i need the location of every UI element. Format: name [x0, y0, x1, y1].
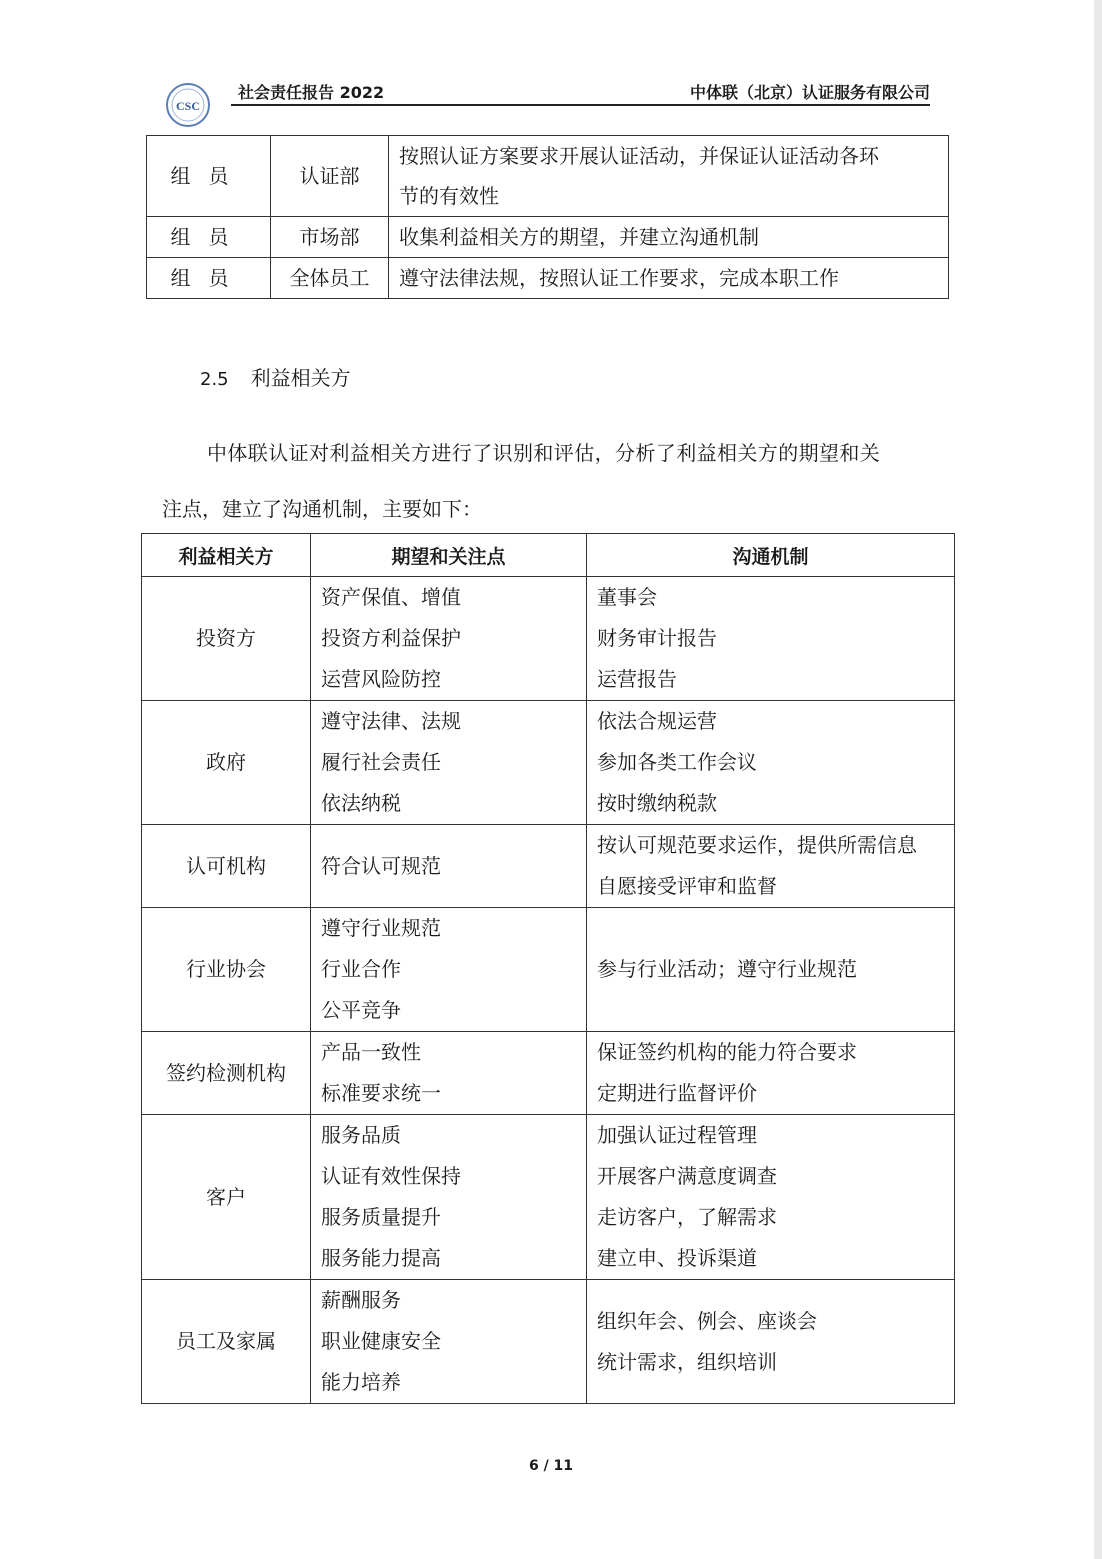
intro-paragraph-line1: 中体联认证对利益相关方进行了识别和评估，分析了利益相关方的期望和关	[207, 441, 881, 465]
csc-logo-icon	[165, 82, 211, 128]
table-row	[147, 136, 949, 217]
duty-line: 收集利益相关方的期望，并建立沟通机制	[399, 225, 759, 249]
table-row	[147, 217, 949, 258]
mechanism-item: 按时缴纳税款	[597, 791, 717, 815]
mechanism-item: 自愿接受评审和监督	[597, 874, 777, 898]
expectation-item: 服务能力提高	[321, 1246, 441, 1270]
page-header	[165, 76, 930, 124]
expectation-item: 能力培养	[321, 1370, 401, 1394]
page-number: 6 / 11	[528, 1458, 574, 1474]
mechanism-item: 按认可规范要求运作，提供所需信息	[597, 833, 917, 857]
mechanism-item: 运营报告	[597, 667, 677, 691]
expectation-item: 符合认可规范	[321, 853, 441, 878]
column-header-mechanisms: 沟通机制	[587, 534, 955, 577]
mechanism-item: 统计需求，组织培训	[597, 1349, 777, 1374]
expectations-cell	[311, 701, 587, 825]
department-cell: 市场部	[271, 217, 389, 258]
mechanisms-cell	[587, 1032, 955, 1115]
duty-cell	[389, 258, 949, 299]
mechanism-item: 建立申、投诉渠道	[597, 1246, 757, 1270]
expectation-item: 标准要求统一	[321, 1081, 441, 1105]
stakeholder-party-cell: 员工及家属	[142, 1280, 311, 1404]
mechanisms-cell	[587, 825, 955, 908]
mechanisms-cell	[587, 577, 955, 701]
section-heading	[200, 362, 351, 391]
table-row	[142, 577, 955, 701]
intro-paragraph-line2: 注点，建立了沟通机制，主要如下：	[162, 497, 482, 521]
expectation-item: 行业合作	[321, 957, 401, 981]
section-number: 2.5	[200, 369, 229, 390]
mechanism-item: 组织年会、例会、座谈会	[597, 1308, 817, 1333]
column-header-expectations: 期望和关注点	[311, 534, 587, 577]
mechanism-item: 走访客户，了解需求	[597, 1205, 777, 1229]
stakeholder-party-cell: 政府	[142, 701, 311, 825]
page-edge	[1094, 0, 1102, 1559]
role-cell: 组员	[147, 136, 271, 217]
stakeholder-table	[141, 533, 955, 1404]
expectation-item: 遵守法律、法规	[321, 709, 461, 733]
expectations-cell	[311, 1115, 587, 1280]
mechanism-item: 加强认证过程管理	[597, 1123, 757, 1147]
role-cell: 组员	[147, 258, 271, 299]
table-row	[142, 825, 955, 908]
duty-line: 按照认证方案要求开展认证活动，并保证认证活动各环	[399, 144, 879, 168]
table-row	[142, 1115, 955, 1280]
expectation-item: 产品一致性	[321, 1040, 421, 1064]
table-row	[142, 908, 955, 1032]
mechanism-item: 开展客户满意度调查	[597, 1164, 777, 1188]
expectations-cell	[311, 908, 587, 1032]
duty-cell	[389, 217, 949, 258]
duty-line: 节的有效性	[399, 184, 499, 208]
expectation-item: 薪酬服务	[321, 1288, 401, 1312]
roles-table	[146, 135, 949, 299]
expectations-cell	[311, 1280, 587, 1404]
mechanism-item: 保证签约机构的能力符合要求	[597, 1040, 857, 1064]
table-row	[142, 701, 955, 825]
stakeholder-party-cell: 客户	[142, 1115, 311, 1280]
mechanisms-cell	[587, 1280, 955, 1404]
expectation-item: 资产保值、增值	[321, 585, 461, 609]
expectations-cell	[311, 1032, 587, 1115]
duty-cell	[389, 136, 949, 217]
mechanism-item: 财务审计报告	[597, 626, 717, 650]
expectation-item: 认证有效性保持	[321, 1164, 461, 1188]
mechanism-item: 参与行业活动；遵守行业规范	[597, 957, 857, 981]
expectation-item: 运营风险防控	[321, 667, 441, 691]
mechanisms-cell	[587, 1115, 955, 1280]
stakeholder-party-cell: 签约检测机构	[142, 1032, 311, 1115]
expectation-item: 服务质量提升	[321, 1205, 441, 1229]
expectation-item: 公平竞争	[321, 998, 401, 1022]
table-row	[147, 258, 949, 299]
mechanism-item: 依法合规运营	[597, 709, 717, 733]
expectation-item: 依法纳税	[321, 791, 401, 815]
expectations-cell	[311, 825, 587, 908]
header-rule	[231, 104, 930, 106]
expectation-item: 投资方利益保护	[321, 626, 461, 650]
mechanisms-cell	[587, 701, 955, 825]
expectations-cell	[311, 577, 587, 701]
expectation-item: 服务品质	[321, 1123, 401, 1147]
expectation-item: 遵守行业规范	[321, 916, 441, 940]
table-row	[142, 1032, 955, 1115]
duty-line: 遵守法律法规，按照认证工作要求，完成本职工作	[399, 266, 839, 290]
stakeholder-party-cell: 认可机构	[142, 825, 311, 908]
role-cell: 组员	[147, 217, 271, 258]
table-row	[142, 1280, 955, 1404]
expectation-item: 职业健康安全	[321, 1329, 441, 1353]
mechanism-item: 定期进行监督评价	[597, 1081, 757, 1105]
table-header-row	[142, 534, 955, 577]
column-header-party: 利益相关方	[142, 534, 311, 577]
section-title: 利益相关方	[250, 366, 351, 390]
company-name: 中体联（北京）认证服务有限公司	[689, 83, 930, 102]
stakeholder-party-cell: 投资方	[142, 577, 311, 701]
mechanism-item: 董事会	[597, 585, 657, 609]
stakeholder-party-cell: 行业协会	[142, 908, 311, 1032]
department-cell: 全体员工	[271, 258, 389, 299]
expectation-item: 履行社会责任	[321, 750, 441, 774]
report-title: 社会责任报告 2022	[238, 83, 385, 102]
department-cell: 认证部	[271, 136, 389, 217]
mechanisms-cell	[587, 908, 955, 1032]
mechanism-item: 参加各类工作会议	[597, 750, 757, 774]
svg-text:CSC: CSC	[175, 99, 201, 113]
